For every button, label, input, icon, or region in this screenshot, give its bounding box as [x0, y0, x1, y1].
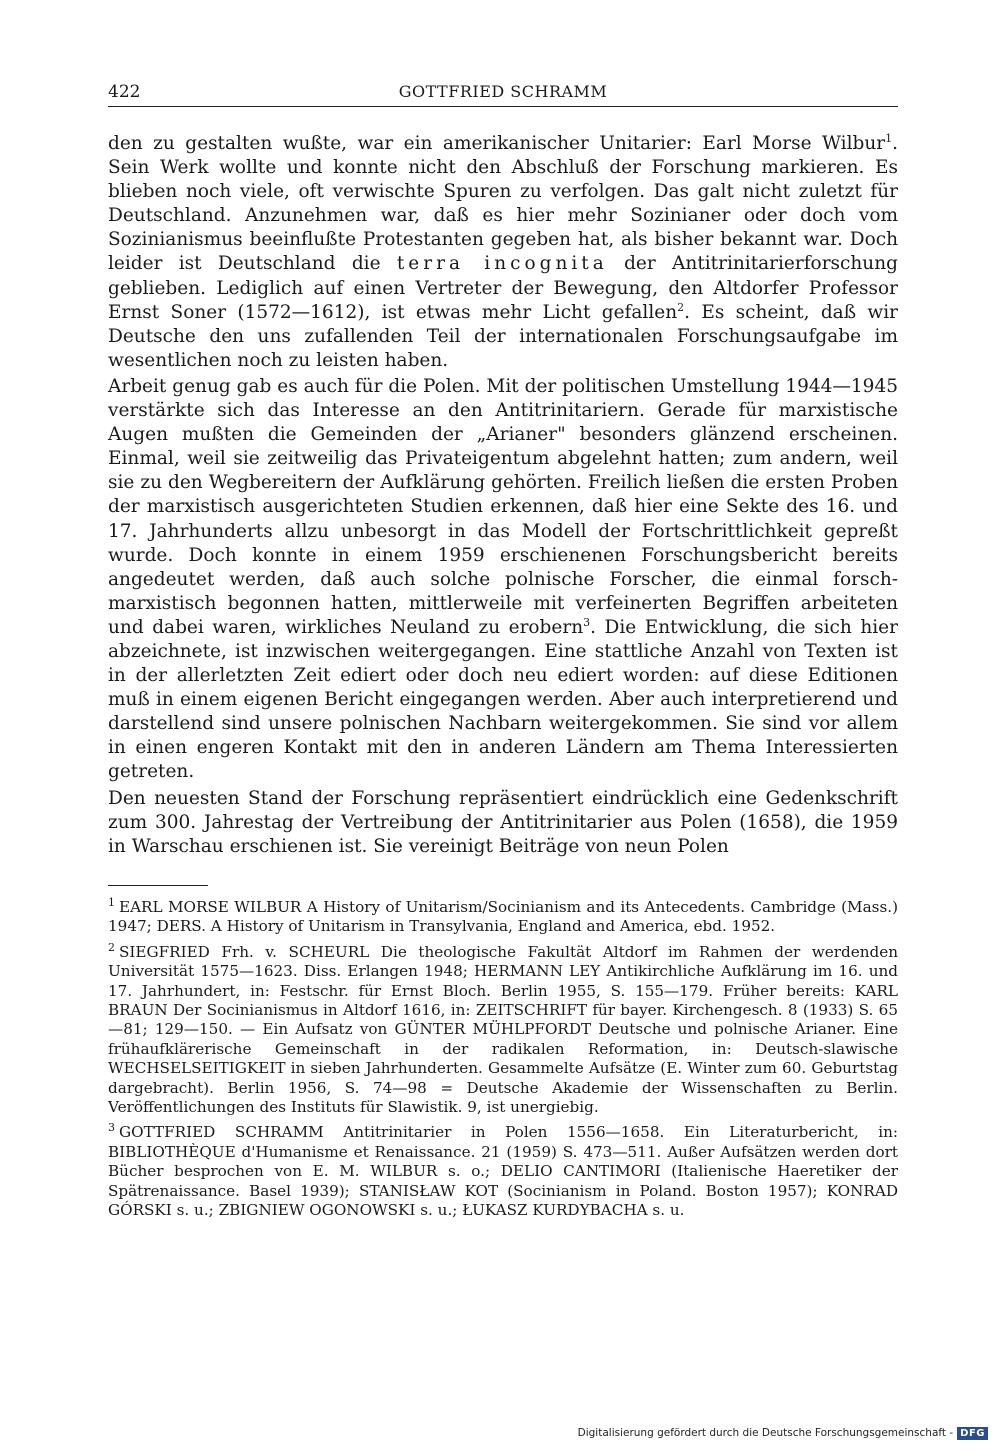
footnote-text: SIEGFRIED Frh. v. SCHEURL Die theologische Fakultät Altdorf im Rahmen der werdenden Universität 1575—1623. Diss. Erlangen 1948; HERMANN LEY Antikirchliche Aufklärung im 16. und 17. Jahrhundert, in: Festschr. für Ernst Bloch. Berlin 1955, S. 155—179. Früher bereits: KARL BRAUN Der Socinianismus in Altdorf 1616, in: ZEITSCHRIFT für bayer. Kirchengesch. 8 (1933) S. 65—81; 129—150. — Ein Aufsatz von GÜNTER MÜHLPFORDT Deutsche und polnische Arianer. Eine frühaufklärerische Gemeinschaft in der radikalen Reformation, in: Deutsch-slawische WECHSELSEITIGKEIT in sieben Jahrhunderten. Gesammelte Aufsätze (E. Winter zum 60. Geburtstag dargebracht). Berlin 1956, S. 74—98 = Deutsche Akademie der Wissenschaften zu Berlin. Veröffentlichungen des Instituts für Slawistik. 9, ist unergiebig.	[108, 942, 898, 1117]
footnote	[108, 895, 898, 937]
footnote-text: GOTTFRIED SCHRAMM Antitrinitarier in Polen 1556—1658. Ein Literaturbericht, in: BIBLIOTHÈQUE d'Humanisme et Renaissance. 21 (1959) S. 473—511. Außer Aufsätzen werden dort Bücher besprochen von E. M. WILBUR s. o.; DELIO CANTIMORI (Italienische Haeretiker der Spätrenaissance. Basel 1939); STANISŁAW KOT (Socinianism in Poland. Boston 1957); KONRAD GÓRSKI s. u.; ZBIGNIEW OGONOWSKI s. u.; ŁUKASZ KURDYBACHA s. u.	[108, 1123, 898, 1220]
text-run: . Es scheint, daß wir Deutsche den uns zufallenden Teil der internationalen Forschungsaufgabe im wesentlichen noch zu leisten haben.	[108, 301, 898, 371]
body-text	[108, 132, 898, 861]
text-run: . Sein Werk wollte und konnte nicht den Abschluß der Forschung markieren. Es blieben noch viele, oft verwischte Spuren zu verfolgen. Das galt nicht zuletzt für Deutschland. Anzunehmen war, daß es hier mehr Sozinianer oder doch vom Sozinianismus beeinflußte Protestanten gegeben hat, als bisher bekannt war. Doch leider ist Deutschland die	[108, 133, 898, 275]
paragraph	[108, 375, 898, 785]
text-run: . Die Entwicklung, die sich hier abzeichnete, ist inzwischen weitergegangen. Eine stattliche Anzahl von Texten ist in der allerletzten Zeit ediert oder doch neu ediert worden: auf diese Editionen muß in einem eigenen Bericht eingegangen werden. Aber auch interpretierend und darstellend sind unsere polnischen Nachbarn weitergekommen. Sie sind vor allem in einen engeren Kontakt mit den in anderen Ländern am Thema Interessierten getreten.	[108, 616, 898, 783]
footnote-number: 2	[108, 940, 115, 954]
footnote-number: 1	[108, 895, 115, 909]
page-header	[108, 82, 898, 107]
page-number: 422	[108, 82, 141, 102]
footnote-rule	[108, 885, 208, 886]
running-head: GOTTFRIED SCHRAMM	[398, 82, 608, 101]
text-run: Arbeit genug gab es auch für die Polen. Mit der politischen Umstellung 1944—1945 verstärkte sich das Interesse an den Antitrinitariern. Gerade für marxistische Augen mußten die Gemeinden der „Arianer" besonders glänzend erscheinen. Einmal, weil sie zeitweilig das Privateigentum abgelehnt hatten; zum andern, weil sie zu den Wegbereitern der Aufklärung gehörten. Freilich ließen die ersten Proben der marxistisch ausgerichteten Studien erkennen, daß hier eine Sekte des 16. und 17. Jahrhunderts allzu unbesorgt in das Modell der Fortschrittlichkeit gepreßt wurde. Doch konnte in einem 1959 erschienenen Forschungsbericht bereits angedeutet werden, daß auch solche polnische Forscher, die einmal forsch-marxistisch begonnen hatten, mittlerweile mit verfeinerten Begriffen arbeiteten und dabei waren, wirkliches Neuland zu erobern	[108, 375, 898, 638]
dfg-logo: DFG	[957, 1427, 988, 1440]
text-run: der Antitrinitarierforschung geblieben. Lediglich auf einen Vertreter der Bewegung, den Altdorfer Professor Ernst Soner (1572—1612), ist etwas mehr Licht gefallen	[108, 253, 898, 323]
footnote-text: EARL MORSE WILBUR A History of Unitarism/Socinianism and its Antecedents. Cambridge (Mass.) 1947; DERS. A History of Unitarism in Transylvania, England and America, ebd. 1952.	[108, 898, 898, 936]
credit-text: Digitalisierung gefördert durch die Deutsche Forschungsgemeinschaft -	[577, 1427, 954, 1439]
footnote-number: 3	[108, 1121, 115, 1135]
footnotes	[108, 895, 898, 1227]
text-run: den zu gestalten wußte, war ein amerikanischer Unitarier: Earl Morse Wilbur	[108, 133, 886, 154]
paragraph	[108, 132, 898, 373]
footnote-ref: 1	[885, 131, 893, 145]
footnote-ref: 2	[677, 300, 685, 314]
emphasis-spaced: terra incognita	[396, 253, 608, 275]
footnote-ref: 3	[583, 615, 591, 629]
footnote	[108, 940, 898, 1118]
paragraph: Den neuesten Stand der Forschung repräsentiert eindrücklich eine Gedenkschrift zum 300. Jahrestag der Vertreibung der Antitrinitarier aus Polen (1658), die 1959 in Warschau erschienen ist. Sie vereinigt Beiträge von neun Polen	[108, 787, 898, 857]
digitization-credit	[578, 1425, 988, 1441]
footnote	[108, 1123, 898, 1220]
